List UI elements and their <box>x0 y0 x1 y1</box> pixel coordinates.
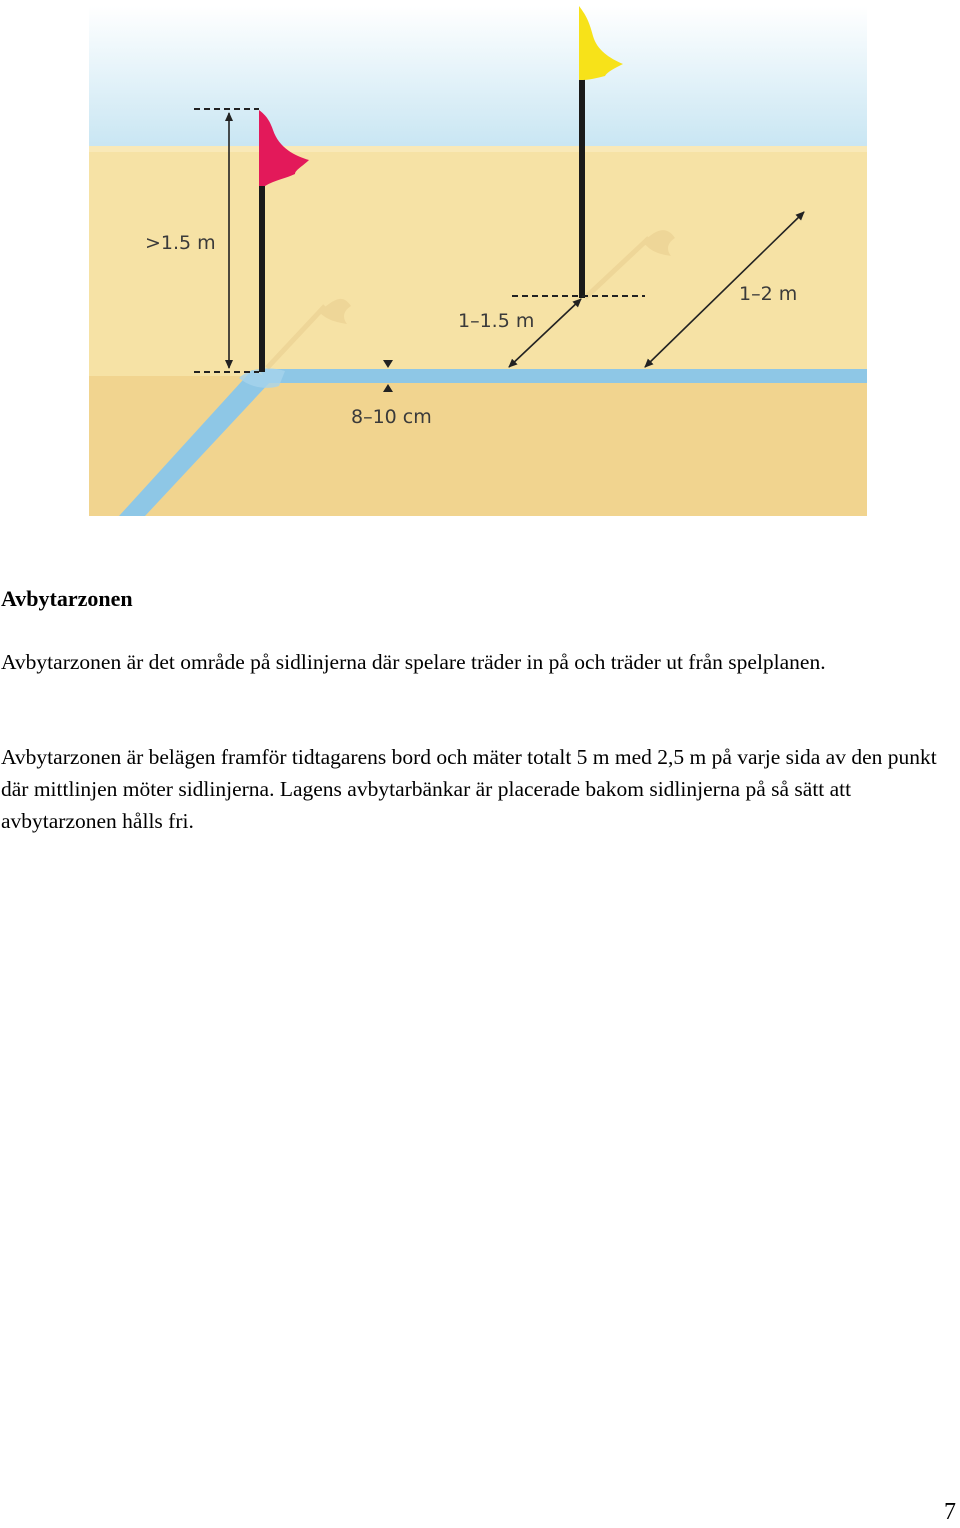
sideline <box>259 369 867 383</box>
label-zone-distance: 1–2 m <box>739 283 798 305</box>
label-flag-distance: 1–1.5 m <box>458 310 535 332</box>
paragraph-details: Avbytarzonen är belägen framför tidtagarens bord och mäter totalt 5 m med 2,5 m på varje sida av den punkt där mittlinjen möter sidlinjerna. Lagens avbytarbänkar är placerade bakom sidlinjerna på så sätt att avbytarzonen hålls fri. <box>1 745 937 833</box>
label-flag-height: >1.5 m <box>145 232 216 254</box>
substitution-zone-diagram <box>89 6 867 516</box>
sky-area <box>89 6 867 146</box>
sand-back <box>89 146 867 376</box>
paragraph-intro: Avbytarzonen är det område på sidlinjerna där spelare träder in på och träder ut från spelplanen. <box>1 650 826 674</box>
section-heading: Avbytarzonen <box>1 586 133 611</box>
page-number: 7 <box>944 1499 956 1525</box>
label-line-width: 8–10 cm <box>351 406 432 428</box>
